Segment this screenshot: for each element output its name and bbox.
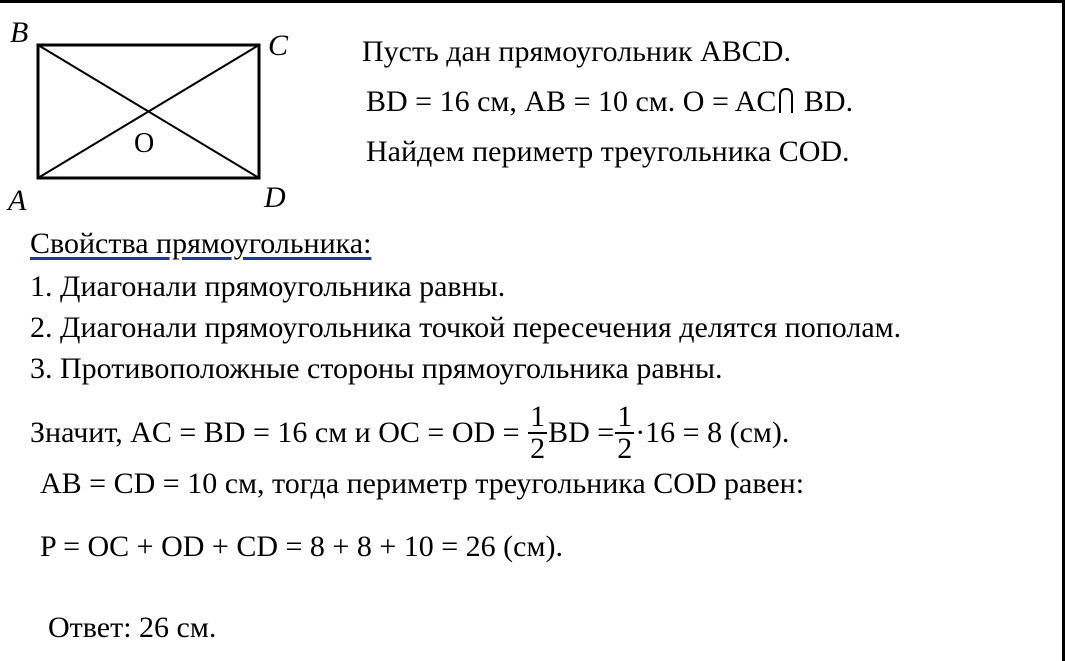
given-line-2-start: BD = 16 см, AB = 10 см. O = AC — [366, 85, 777, 118]
solution-line-1-middle: BD = — [548, 415, 615, 449]
property-item-3: 3. Противоположные стороны прямоугольника равны. — [30, 352, 723, 385]
solution-line-1 — [30, 400, 790, 466]
fraction-denominator: 2 — [530, 432, 546, 465]
given-line-3: Найдем периметр треугольника COD. — [366, 135, 850, 168]
solution-line-2: AB = CD = 10 см, тогда периметр треугольника COD равен: — [40, 467, 805, 500]
vertex-label-c: C — [268, 29, 289, 62]
solution-line-3: P = OC + OD + CD = 8 + 8 + 10 = 26 (см). — [40, 530, 563, 563]
rectangle-figure — [0, 0, 320, 220]
given-line-2-end: BD. — [803, 85, 854, 118]
solution-line-1-end: ·16 = 8 (см). — [635, 415, 790, 449]
fraction-numerator-second: 1 — [617, 400, 633, 433]
given-line-1: Пусть дан прямоугольник ABCD. — [362, 35, 791, 68]
fraction-one-half-second — [615, 402, 634, 464]
solution-line-1-start: Значит, AC = BD = 16 см и OC = OD = — [30, 415, 520, 449]
intersection-symbol-icon — [778, 87, 794, 113]
given-line-2 — [366, 84, 853, 120]
vertex-label-b: B — [10, 16, 29, 49]
properties-heading: Свойства прямоугольника: — [30, 227, 372, 260]
property-item-2: 2. Диагонали прямоугольника точкой пересечения делятся пополам. — [30, 311, 902, 344]
answer-line: Ответ: 26 см. — [48, 611, 217, 644]
fraction-one-half — [528, 402, 547, 464]
vertex-label-a: A — [8, 184, 27, 217]
intersection-label-o: O — [134, 128, 155, 159]
vertex-label-d: D — [264, 181, 286, 214]
fraction-numerator: 1 — [530, 400, 546, 433]
property-item-1: 1. Диагонали прямоугольника равны. — [30, 270, 506, 303]
fraction-denominator-second: 2 — [617, 432, 633, 465]
